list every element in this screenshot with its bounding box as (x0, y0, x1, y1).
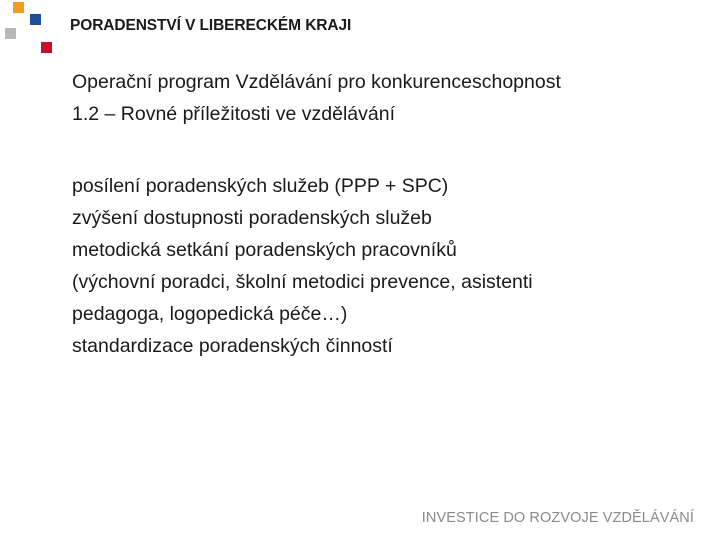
footer-brand: INVESTICE DO ROZVOJE VZDĚLÁVÁNÍ (421, 510, 694, 526)
bullet-list (72, 170, 533, 362)
list-item: (výchovní poradci, školní metodici prevence, asistenti (72, 271, 533, 293)
logo-squares (0, 0, 60, 60)
list-item: standardizace poradenských činností (72, 335, 393, 357)
program-info (72, 66, 561, 130)
program-name: Operační program Vzdělávání pro konkurenceschopnost (72, 71, 561, 93)
list-item: metodická setkání poradenských pracovníků (72, 239, 457, 261)
list-item: pedagoga, logopedická péče…) (72, 303, 348, 325)
logo-square-gray (5, 28, 16, 39)
logo-square-blue (30, 14, 41, 25)
logo-square-red (41, 42, 52, 53)
list-item: zvýšení dostupnosti poradenských služeb (72, 207, 432, 229)
list-item: posílení poradenských služeb (PPP + SPC) (72, 175, 449, 197)
logo-square-orange (13, 2, 24, 13)
program-measure: 1.2 – Rovné příležitosti ve vzdělávání (72, 103, 396, 125)
page-title: PORADENSTVÍ V LIBERECKÉM KRAJI (70, 17, 352, 34)
